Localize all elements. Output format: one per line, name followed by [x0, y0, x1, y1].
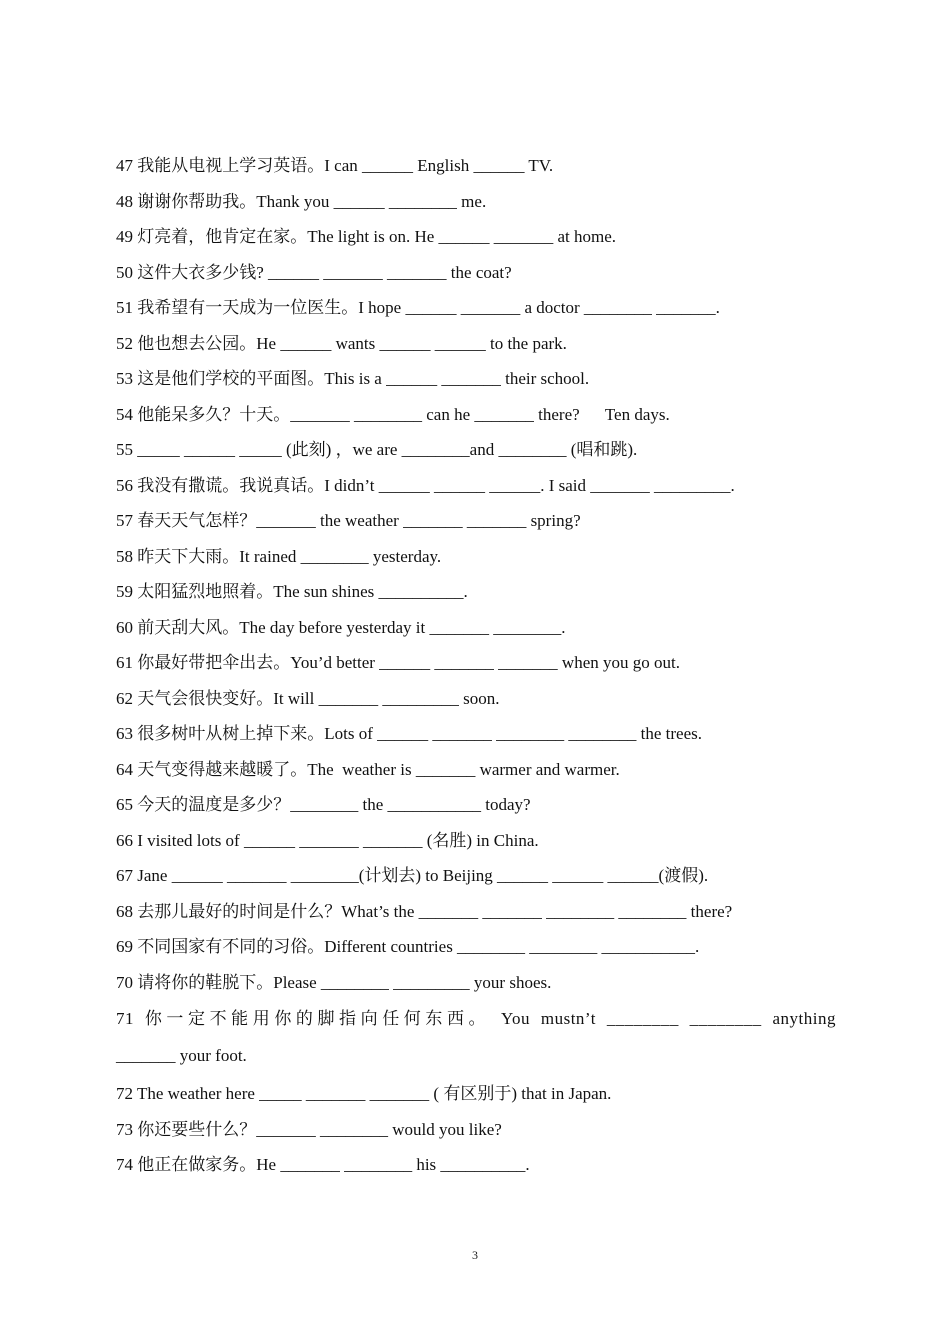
exercise-56: 56 我没有撒谎。我说真话。I didn’t ______ ______ ______. I said _______ _________.	[116, 475, 735, 495]
exercise-73: 73 你还要些什么？_______ ________ would you like?	[116, 1119, 502, 1139]
exercise-64: 64 天气变得越来越暖了。The weather is _______ warmer and warmer.	[116, 759, 620, 779]
exercise-53: 53 这是他们学校的平面图。This is a ______ _______ their school.	[116, 369, 590, 388]
exercise-63: 63 很多树叶从树上掉下来。Lots of ______ _______ ________ ________ the trees.	[116, 724, 702, 743]
exercise-57: 57 春天天气怎样？_______ the weather _______ _______ spring?	[116, 511, 581, 530]
exercise-49: 49 灯亮着，他肯定在家。The light is on. He ______ _______ at home.	[116, 227, 617, 246]
exercise-74: 74 他正在做家务。He _______ ________ his __________.	[116, 1155, 530, 1174]
exercise-70: 70 请将你的鞋脱下。Please ________ _________ your shoes.	[116, 972, 552, 992]
exercise-52: 52 他也想去公园。He ______ wants ______ ______ to the park.	[116, 333, 567, 353]
exercise-62: 62 天气会很快变好。It will _______ _________ soon.	[116, 688, 500, 708]
exercise-list	[116, 148, 836, 1183]
exercise-47: 47 我能从电视上学习英语。I can ______ English ______ TV.	[116, 156, 554, 175]
exercise-55: 55 _____ ______ _____ (此刻) ，we are ________and ________ (唱和跳).	[116, 440, 638, 459]
exercise-61: 61 你最好带把伞出去。You’d better ______ _______ _______ when you go out.	[116, 653, 680, 672]
exercise-54: 54 他能呆多久？十天。_______ ________ can he _______ there? Ten days.	[116, 404, 670, 424]
exercise-50: 50 这件大衣多少钱? ______ _______ _______ the coat?	[116, 262, 512, 282]
exercise-68: 68 去那儿最好的时间是什么？What’s the _______ _______ ________ ________ there?	[116, 901, 733, 921]
exercise-67: 67 Jane ______ _______ ________(计划去) to Beijing ______ ______ ______(渡假).	[116, 866, 709, 885]
exercise-58: 58 昨天下大雨。It rained ________ yesterday.	[116, 546, 442, 566]
exercise-71-continuation: _______ your foot.	[116, 1046, 247, 1065]
exercise-65: 65 今天的温度是多少？________ the ___________ today?	[116, 795, 531, 814]
exercise-69: 69 不同国家有不同的习俗。Different countries ________ ________ ___________.	[116, 937, 700, 956]
exercise-71: 71 你一定不能用你的脚指向任何东西。 You mustn’t ________ ________ anything	[116, 1009, 836, 1028]
page-number: 3	[472, 1248, 478, 1262]
exercise-51: 51 我希望有一天成为一位医生。I hope ______ _______ a doctor ________ _______.	[116, 298, 720, 317]
exercise-66: 66 I visited lots of ______ _______ _______ (名胜) in China.	[116, 830, 539, 850]
exercise-60: 60 前天刮大风。The day before yesterday it _______ ________.	[116, 617, 566, 637]
exercise-72: 72 The weather here _____ _______ _______ ( 有区别于) that in Japan.	[116, 1084, 612, 1103]
exercise-59: 59 太阳猛烈地照着。The sun shines __________.	[116, 582, 468, 601]
exercise-48: 48 谢谢你帮助我。Thank you ______ ________ me.	[116, 191, 487, 211]
